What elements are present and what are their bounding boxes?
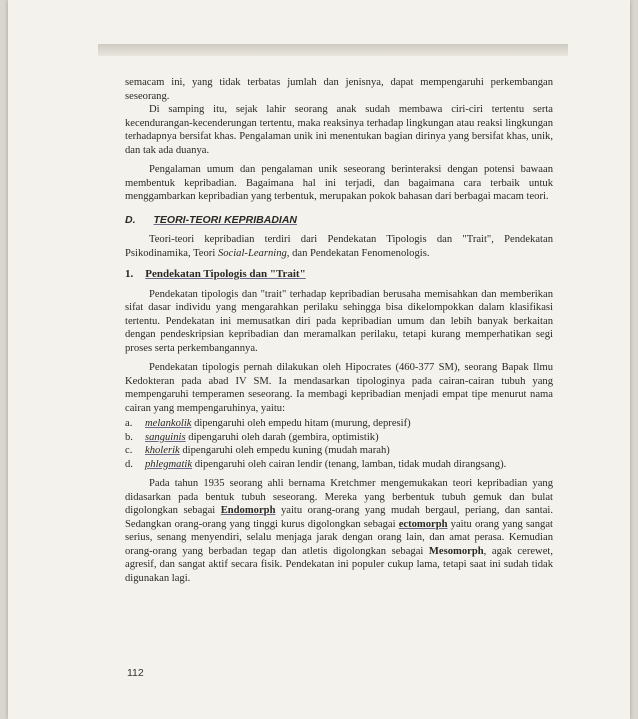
paragraph-innate-traits: Di samping itu, sejak lahir seorang anak sudah membawa ciri-ciri tertentu serta kecendurangan-kecenderungan tertentu, maka reaksinya terhadap lingkungan atau reaksi lingkungan terhadapnya bersifat khas. Pengalaman unik ini menentukan bagian dirinya yang bersifat khas, unik, dan tak ada duanya. [125,104,553,156]
list-item [125,458,553,472]
section-1-heading [125,268,553,282]
paragraph-continuation: semacam ini, yang tidak terbatas jumlah dan jenisnya, dapat mempengaruhi perkembangan seseorang. [125,77,553,102]
paragraph-hipocrates: Pendekatan tipologis pernah dilakukan oleh Hipocrates (460-377 SM), seorang Bapak Ilmu Kedokteran pada abad IV SM. Ia mendasarkan tipologinya pada cairan-cairan tubuh yang mempengaruhi temperamen seseorang. Ia membagi kepribadian menjadi empat tipe menurut nama cairan yang mempengaruhinya, yaitu: [125,362,553,414]
kretchmer-text-d: , agak cerewet, agresif, dan sangat aktif secara fisik. Pendekatan ini populer cukup lama, tetapi saat ini sudah tidak digunakan lagi. [125,545,553,584]
section-1-number: 1. [125,268,134,280]
paragraph-kretchmer [125,477,553,585]
list-item-label: d. [125,458,133,470]
list-item-term: sanguinis [145,431,186,443]
list-item-term: phlegmatik [145,458,193,470]
paragraph-experience: Pengalaman umum dan pengalaman unik seseorang berinteraksi dengan potensi bawaan membentuk kepribadian. Bagaimana hal ini terjadi, dan bagaimana cara terbaik untuk menggambarkan kepribadian yang terbentuk, merupakan pokok bahasan dari berbagai macam teori. [125,164,553,202]
list-item-desc: dipengaruhi oleh empedu kuning (mudah marah) [179,445,390,456]
intro-text: Teori-teori kepribadian terdiri dari Pendekatan Tipologis dan "Trait", Pendekatan Psikodinamika, Teori [125,234,553,259]
list-item-term: melankolik [145,418,192,429]
section-d-heading [125,214,553,228]
kretchmer-text-c: yaitu orang yang sangat serius, senang menyendiri, selalu menjaga jarak dengan orang lain, dan amat perasa. Kemudian orang-orang yang berbadan tegap dan atletis digolongkan sebagai [125,518,553,557]
list-item-label: b. [125,431,133,443]
temperament-list [125,417,553,471]
intro-text-end: , dan Pendekatan Fenomenologis. [286,247,430,259]
term-mesomorph: Mesomorph [428,545,484,557]
section-d-letter: D. [125,213,136,226]
section-d-intro [125,233,553,260]
list-item-label: c. [125,445,133,456]
list-item-desc: dipengaruhi oleh empedu hitam (murung, depresif) [191,418,411,429]
intro-italic-term: Social-Learning [217,247,287,259]
list-item [125,431,553,445]
page-content [125,76,553,585]
section-d-title: TEORI-TEORI KEPRIBADIAN [153,213,298,226]
list-item-desc: dipengaruhi oleh cairan lendir (tenang, lamban, tidak mudah dirangsang). [192,458,507,470]
term-endomorph: Endomorph [220,505,276,516]
section-1-title: Pendekatan Tipologis dan "Trait" [145,268,306,280]
scan-shadow [98,44,568,56]
list-item [125,444,553,458]
page-number: 112 [127,667,144,679]
list-item-term: kholerik [145,445,180,456]
list-item-label: a. [125,418,133,429]
list-item-desc: dipengaruhi oleh darah (gembira, optimistik) [185,431,379,443]
list-item [125,417,553,431]
paragraph-typology-approach: Pendekatan tipologis dan "trait" terhadap kepribadian berusaha memisahkan dan memberikan sifat dasar individu yang mengarahkan perilaku sehingga bisa dikelompokkan dalam klasifikasi tertentu. Pendekatan ini memusatkan diri pada kepribadian umum dan lebih banyak berkaitan dengan pendeskripsian kepribadian dan meramalkan perilaku, tetapi kurang memperhatikan segi proses serta perkembangannya. [125,288,553,354]
kretchmer-text-b: yaitu orang-orang yang mudah bergaul, periang, dan santai. Sedangkan orang-orang yang tinggi kurus digolongkan sebagai [125,505,553,530]
kretchmer-text-a: Pada tahun 1935 seorang ahli bernama Kretchmer mengemukakan teori kepribadian yang didasarkan pada bentuk tubuh seseorang. Mereka yang berbentuk tubuh gemuk dan bulat digolongkan sebagai [125,478,553,516]
term-ectomorph: ectomorph [398,518,448,530]
book-page [8,0,630,719]
